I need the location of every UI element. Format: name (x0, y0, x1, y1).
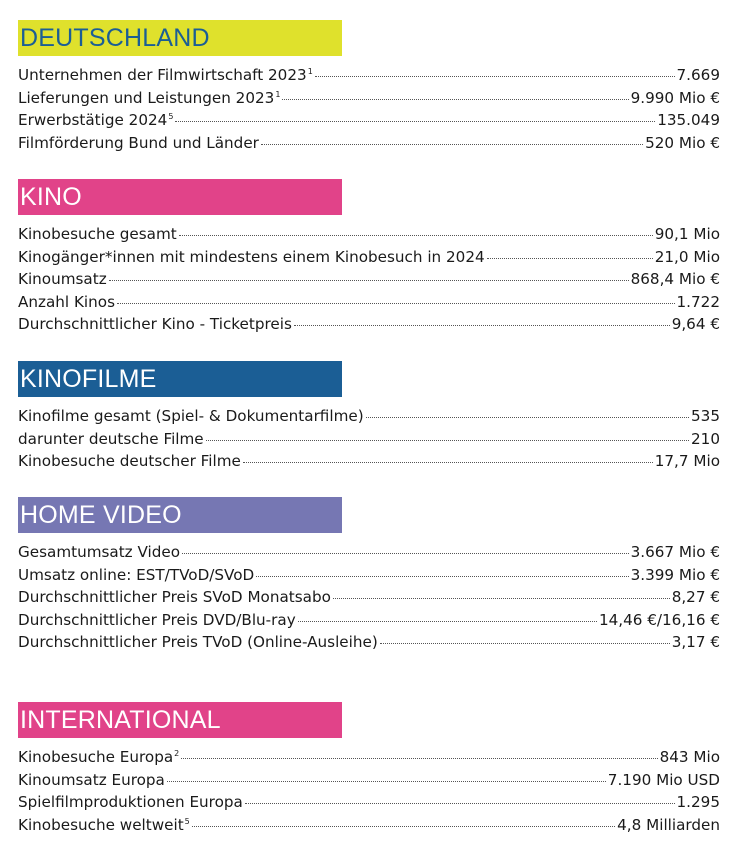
stat-label (18, 769, 165, 792)
stat-label-text: Durchschnittlicher Preis DVD/Blu-ray (18, 610, 296, 629)
section-banner: KINO (18, 179, 342, 215)
stat-row (18, 631, 720, 654)
stat-label (18, 450, 241, 473)
section-international (18, 702, 720, 836)
stat-value: 3,17 € (671, 633, 720, 651)
stat-row (18, 609, 720, 632)
stat-value: 3.399 Mio € (630, 565, 720, 584)
section-banner: HOME VIDEO (18, 497, 342, 533)
stat-row (18, 109, 720, 132)
stat-row (18, 814, 720, 837)
stat-row (18, 268, 720, 291)
stat-label (18, 109, 173, 132)
stat-row (18, 586, 720, 609)
stat-value: 535 (691, 407, 720, 425)
stat-value: 90,1 Mio (654, 225, 720, 243)
dot-leader (206, 440, 689, 441)
stat-label-text: Anzahl Kinos (18, 292, 115, 311)
dot-leader (366, 417, 689, 418)
stat-label (18, 291, 115, 314)
stat-label-text: Umsatz online: EST/TVoD/SVoD (18, 565, 255, 584)
stat-label-text: Durchschnittlicher Kino - Ticketpreis (18, 315, 292, 333)
stat-row (18, 746, 720, 769)
section-banner: KINOFILME (18, 361, 342, 397)
stat-value: 1.722 (676, 292, 720, 311)
stats-list (18, 405, 720, 473)
stat-label-text: Kinofilme gesamt (Spiel- & Dokumentarfilme) (18, 407, 364, 425)
stat-row (18, 428, 720, 451)
stat-label-text: Unternehmen der Filmwirtschaft 2023 (18, 66, 307, 84)
section-deutschland (18, 20, 720, 154)
stat-label-text: Filmförderung Bund und Länder (18, 133, 259, 152)
stat-label (18, 405, 364, 428)
stat-row (18, 291, 720, 314)
dot-leader (380, 643, 670, 644)
footnote-marker: 5 (184, 816, 190, 826)
footnote-marker: 1 (307, 67, 313, 76)
stat-label (18, 313, 292, 336)
stat-label (18, 87, 280, 110)
stat-row (18, 132, 720, 155)
stat-label-text: Kinobesuche weltweit (18, 815, 184, 834)
stat-label (18, 223, 177, 246)
stat-row (18, 223, 720, 246)
dot-leader (175, 121, 655, 122)
section-kinofilme (18, 361, 720, 473)
stat-value: 7.190 Mio USD (607, 770, 720, 789)
section-banner: DEUTSCHLAND (18, 20, 342, 56)
stat-label (18, 246, 485, 269)
stat-value: 135.049 (657, 111, 720, 129)
stat-label-text: Gesamtumsatz Video (18, 543, 181, 561)
stats-list (18, 64, 720, 154)
stat-row (18, 246, 720, 269)
dot-leader (298, 621, 597, 622)
stat-label-text: Lieferungen und Leistungen 2023 (18, 88, 275, 107)
stat-value: 17,7 Mio (654, 452, 720, 470)
dot-leader (243, 462, 653, 463)
dot-leader (282, 99, 628, 100)
stat-label-text: Erwerbstätige 2024 (18, 111, 168, 129)
stat-row (18, 791, 720, 814)
dot-leader (179, 235, 653, 236)
dot-leader (182, 553, 629, 554)
stat-label (18, 132, 259, 155)
stat-value: 14,46 €/16,16 € (598, 610, 720, 629)
stat-row (18, 450, 720, 473)
stats-list (18, 223, 720, 336)
stat-value: 9,64 € (671, 315, 720, 333)
stat-label (18, 564, 254, 587)
stat-value: 8,27 € (671, 588, 720, 606)
stat-label (18, 746, 179, 769)
footnote-marker: 1 (275, 89, 281, 99)
stat-label-text: Kinobesuche deutscher Filme (18, 452, 241, 470)
stat-label (18, 609, 296, 632)
section-kino (18, 179, 720, 336)
stat-value: 868,4 Mio € (630, 270, 720, 288)
stat-value: 210 (691, 429, 720, 448)
stat-label (18, 814, 190, 837)
footnote-marker: 5 (168, 112, 174, 121)
dot-leader (245, 803, 675, 804)
stat-label-text: Kinogänger*innen mit mindestens einem Kinobesuch in 2024 (18, 247, 485, 266)
stat-row (18, 564, 720, 587)
section-banner: INTERNATIONAL (18, 702, 342, 738)
stat-label (18, 791, 243, 814)
stat-label (18, 428, 204, 451)
dot-leader (487, 258, 653, 259)
stat-value: 843 Mio (659, 748, 720, 766)
dot-leader (256, 576, 628, 577)
stat-label-text: Durchschnittlicher Preis TVoD (Online-Ausleihe) (18, 633, 378, 651)
stat-label-text: Durchschnittlicher Preis SVoD Monatsabo (18, 588, 331, 606)
stat-row (18, 769, 720, 792)
footnote-marker: 2 (174, 749, 180, 758)
dot-leader (109, 280, 629, 281)
stats-list (18, 541, 720, 654)
stat-label-text: Spielfilmproduktionen Europa (18, 793, 243, 811)
stat-label (18, 631, 378, 654)
dot-leader (181, 758, 657, 759)
stat-value: 9.990 Mio € (630, 88, 720, 107)
stat-label (18, 268, 107, 291)
stat-row (18, 87, 720, 110)
stat-label-text: Kinoumsatz (18, 270, 107, 288)
stat-value: 4,8 Milliarden (617, 815, 720, 834)
dot-leader (192, 826, 615, 827)
stat-label (18, 586, 331, 609)
stat-value: 520 Mio € (645, 133, 720, 152)
dot-leader (294, 325, 670, 326)
dot-leader (333, 598, 670, 599)
dot-leader (167, 781, 606, 782)
stat-row (18, 64, 720, 87)
dot-leader (117, 303, 675, 304)
stats-list (18, 746, 720, 836)
stat-label-text: Kinobesuche Europa (18, 748, 174, 766)
stat-value: 21,0 Mio (654, 247, 720, 266)
stat-row (18, 405, 720, 428)
section-home-video (18, 497, 720, 654)
stat-label-text: darunter deutsche Filme (18, 429, 204, 448)
dot-leader (261, 144, 643, 145)
stat-value: 7.669 (676, 66, 720, 84)
stat-value: 3.667 Mio € (630, 543, 720, 561)
stat-label (18, 541, 180, 564)
dot-leader (315, 76, 675, 77)
stat-row (18, 541, 720, 564)
stat-row (18, 313, 720, 336)
stat-value: 1.295 (676, 793, 720, 811)
stat-label-text: Kinobesuche gesamt (18, 225, 177, 243)
stat-label (18, 64, 313, 87)
stat-label-text: Kinoumsatz Europa (18, 770, 165, 789)
